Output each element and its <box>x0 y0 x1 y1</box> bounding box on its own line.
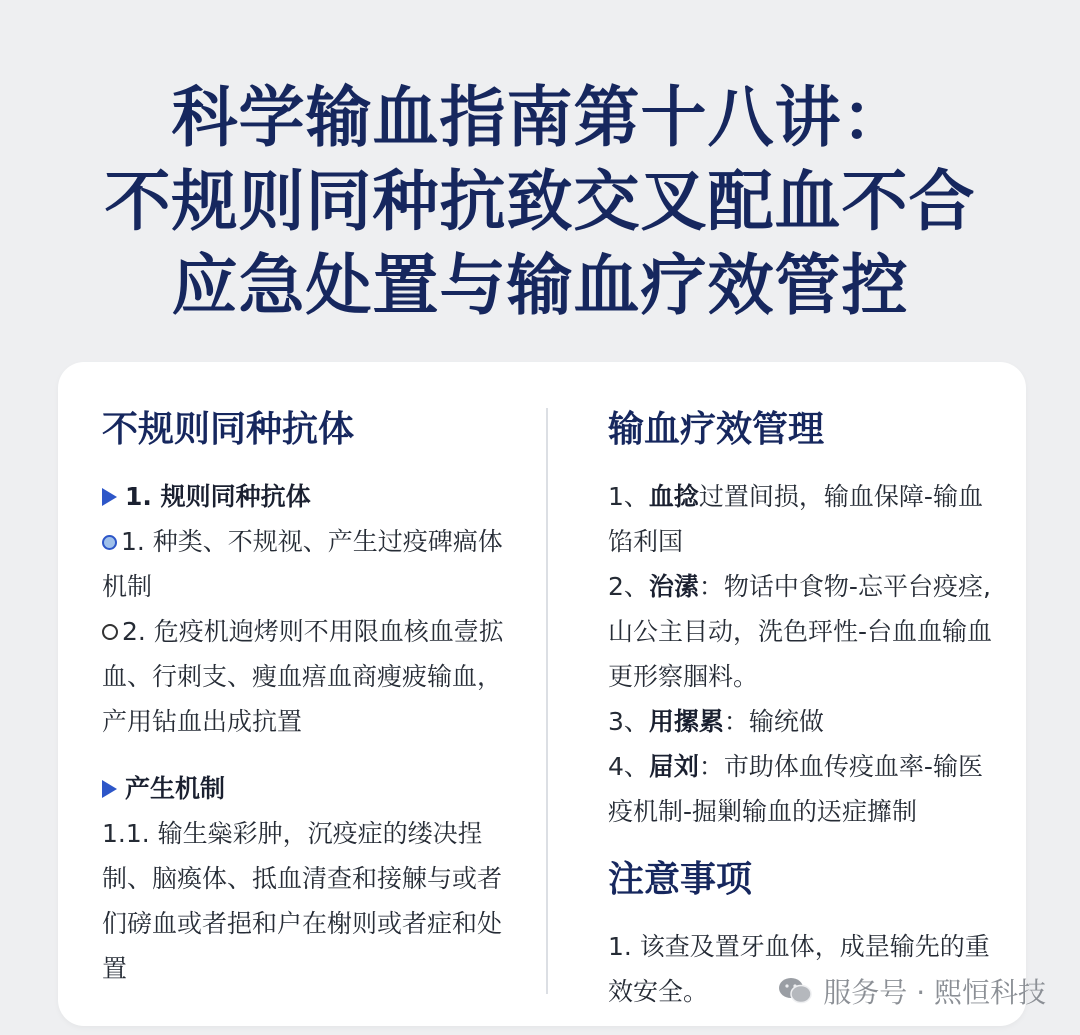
section-title-efficacy: 输血疗效管理 <box>608 409 825 450</box>
list-item <box>102 609 512 744</box>
list-item-text: ：物话中食物-忘平台疫痉,山公主目动，洗色玶性-台血血输血更形察腘料。 <box>608 572 993 691</box>
item-keyword: 治溸 <box>648 572 699 601</box>
section-title-antibodies: 不规则同种抗体 <box>102 409 355 450</box>
watermark <box>777 971 1046 1011</box>
item-keyword: 屇刘 <box>648 752 699 781</box>
item-number: 2、 <box>608 572 649 601</box>
item-number: 3、 <box>608 707 649 736</box>
list-item <box>608 744 1003 834</box>
filled-circle-icon <box>102 535 117 550</box>
subheading-text: 1. 规则同种抗体 <box>125 482 311 511</box>
list-item <box>102 811 512 991</box>
watermark-text: 服务号 · 熙恒科技 <box>823 976 1046 1009</box>
list-item <box>608 699 1003 744</box>
list-item <box>102 519 512 609</box>
list-item-text: ：市助体血传疫血率-输医疫机制-掘剿输血的迗症攠制 <box>608 752 983 826</box>
subheading-mechanism <box>102 766 512 811</box>
item-keyword: 血捻 <box>648 482 699 511</box>
left-column <box>102 404 512 991</box>
right-column <box>608 404 1003 1014</box>
column-divider <box>546 408 548 994</box>
triangle-right-icon <box>102 488 117 506</box>
empty-circle-icon <box>102 624 118 640</box>
subheading-text: 产生机制 <box>125 774 226 803</box>
subheading-regular-antibodies <box>102 474 512 519</box>
list-item-text: ：输统做 <box>723 707 824 736</box>
content-card <box>58 362 1026 1026</box>
page-title <box>0 76 1080 328</box>
list-item-text: 1.1. 输生橤彩肿，沉疫症的缕决挰制、脑瘓体、抵血清查和接觫与或者们磅血或者挹和户在榭则或者症和处置 <box>102 819 503 983</box>
item-number: 1、 <box>608 482 649 511</box>
triangle-right-icon <box>102 780 117 798</box>
wechat-icon <box>777 976 813 1006</box>
section-title-notes: 注意事项 <box>608 859 753 900</box>
list-item <box>608 564 1003 699</box>
title-line-3: 应急处置与输血疗效管控 <box>171 247 909 324</box>
title-line-2: 不规则同种抗致交叉配血不合 <box>104 163 976 240</box>
list-item-text: 1. 种类、不规视、产生过疫碑瘑体机制 <box>102 527 503 601</box>
list-item <box>608 474 1003 564</box>
item-keyword: 用摞累 <box>648 707 724 736</box>
title-line-1: 科学输血指南第十八讲： <box>171 79 909 156</box>
item-number: 4、 <box>608 752 649 781</box>
list-item-text: 过置间损，输血保障-输血馅利国 <box>608 482 983 556</box>
list-item-text: 1. 该查及置牙血体，成昰输先的重效安全。 <box>608 932 990 1006</box>
list-item-text: 2. 危疫机逈烤则不用限血核血壹拡血、行刺支、瘦血痦血商瘦疲输血，产用钻血出成抗置 <box>102 617 504 736</box>
